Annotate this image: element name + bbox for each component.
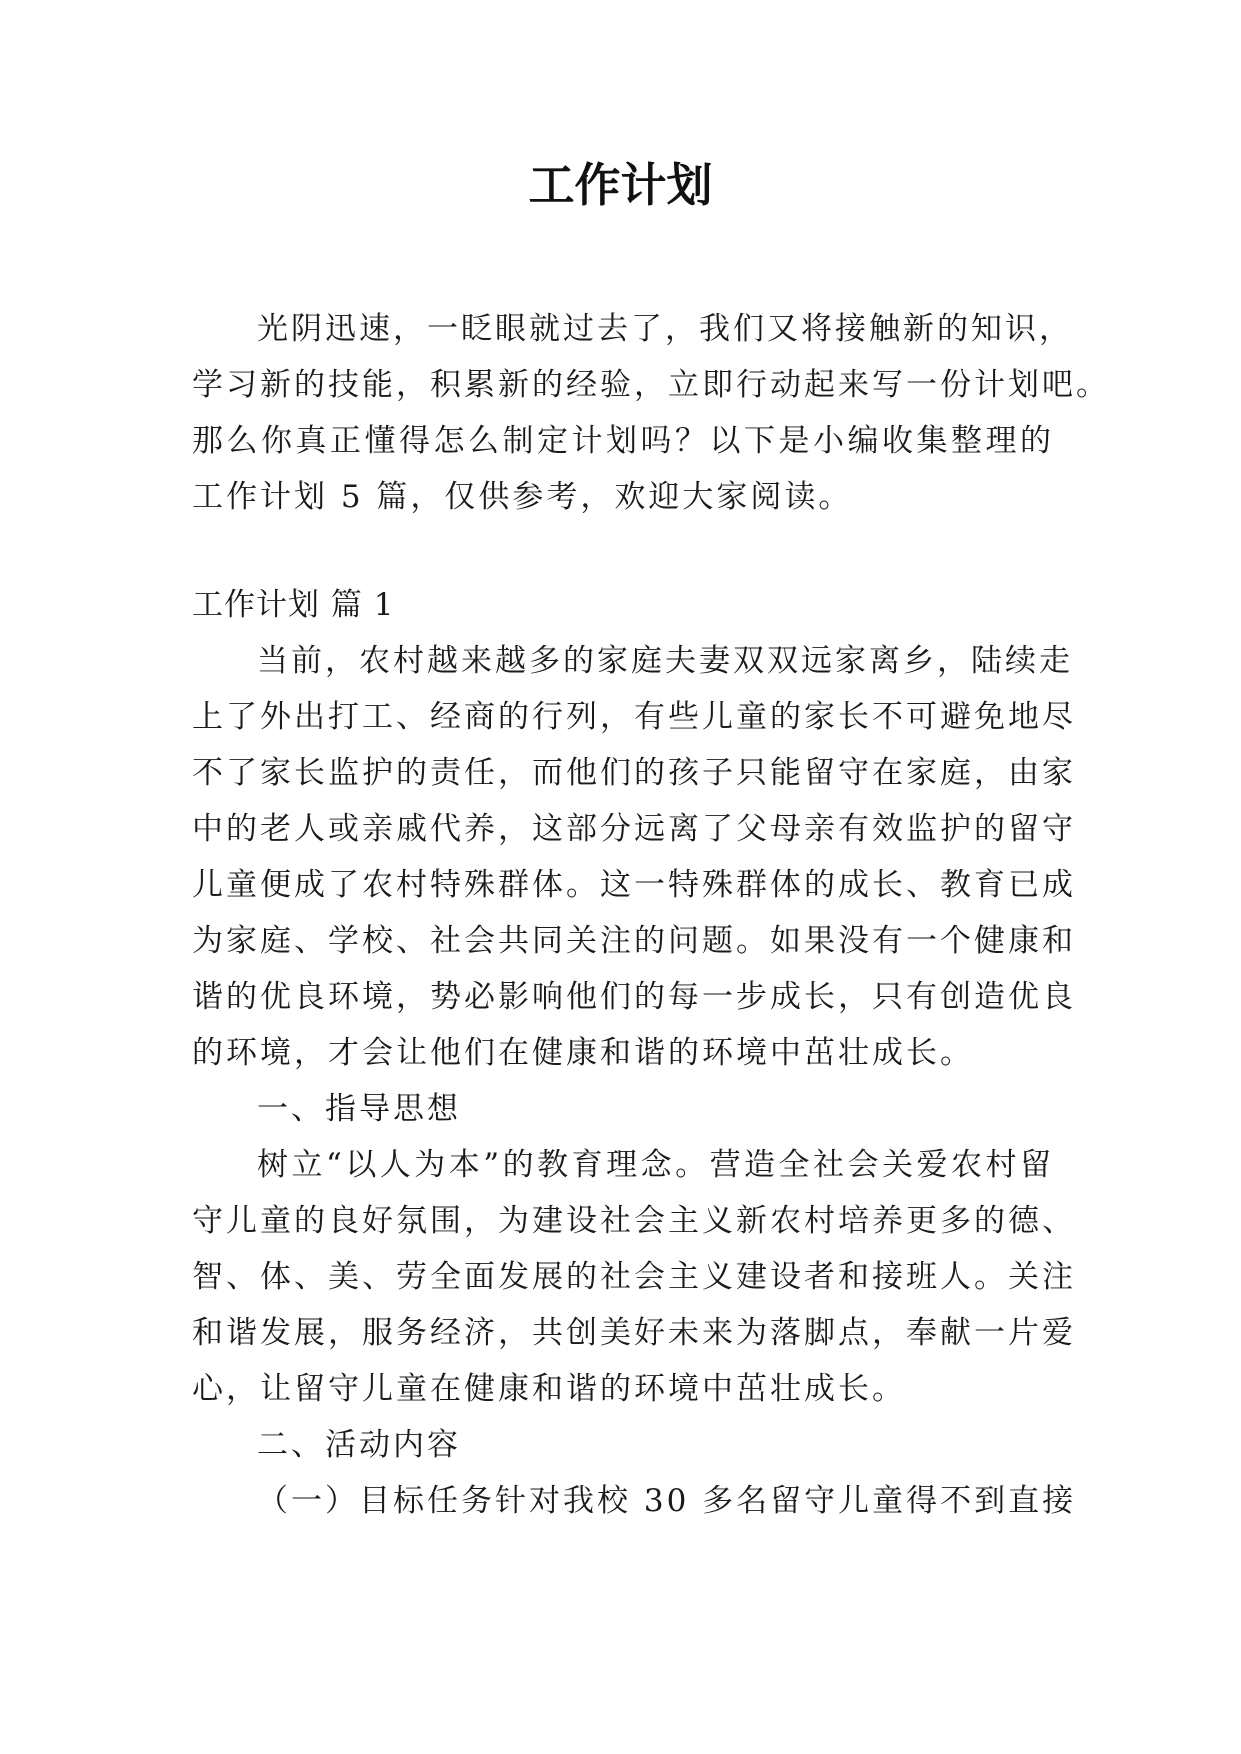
body-line-11: 守儿童的良好氛围，为建设社会主义新农村培养更多的德、	[192, 1203, 1076, 1239]
document-title: 工作计划	[528, 158, 713, 212]
body-line-13: 和谐发展，服务经济，共创美好未来为落脚点，奉献一片爱	[192, 1315, 1076, 1351]
body-line-7: 谐的优良环境，势必影响他们的每一步成长，只有创造优良	[192, 979, 1076, 1015]
body-line-16: （一）目标任务针对我校 30 多名留守儿童得不到直接	[257, 1483, 1077, 1519]
body-line-1: 当前，农村越来越多的家庭夫妻双双远家离乡，陆续走	[257, 643, 1073, 679]
body-line-6: 为家庭、学校、社会共同关注的问题。如果没有一个健康和	[192, 923, 1076, 959]
subheading-activity-content: 二、活动内容	[257, 1427, 461, 1463]
section-heading: 工作计划 篇 1	[192, 587, 395, 623]
body-line-5: 儿童便成了农村特殊群体。这一特殊群体的成长、教育已成	[192, 867, 1076, 903]
intro-line-2: 学习新的技能，积累新的经验，立即行动起来写一份计划吧。	[192, 367, 1110, 403]
body-line-10: 树立“以人为本”的教育理念。营造全社会关爱农村留	[257, 1147, 1054, 1183]
body-line-12: 智、体、美、劳全面发展的社会主义建设者和接班人。关注	[192, 1259, 1076, 1295]
body-line-2: 上了外出打工、经商的行列，有些儿童的家长不可避免地尽	[192, 699, 1076, 735]
subheading-guiding-idea: 一、指导思想	[257, 1091, 461, 1127]
body-line-14: 心，让留守儿童在健康和谐的环境中茁壮成长。	[192, 1371, 906, 1407]
intro-line-4: 工作计划 5 篇，仅供参考，欢迎大家阅读。	[192, 479, 853, 515]
intro-line-3: 那么你真正懂得怎么制定计划吗？以下是小编收集整理的	[192, 423, 1054, 459]
body-line-4: 中的老人或亲戚代养，这部分远离了父母亲有效监护的留守	[192, 811, 1076, 847]
intro-line-1: 光阴迅速，一眨眼就过去了，我们又将接触新的知识，	[257, 311, 1073, 347]
body-line-8: 的环境，才会让他们在健康和谐的环境中茁壮成长。	[192, 1035, 974, 1071]
body-line-3: 不了家长监护的责任，而他们的孩子只能留守在家庭，由家	[192, 755, 1076, 791]
